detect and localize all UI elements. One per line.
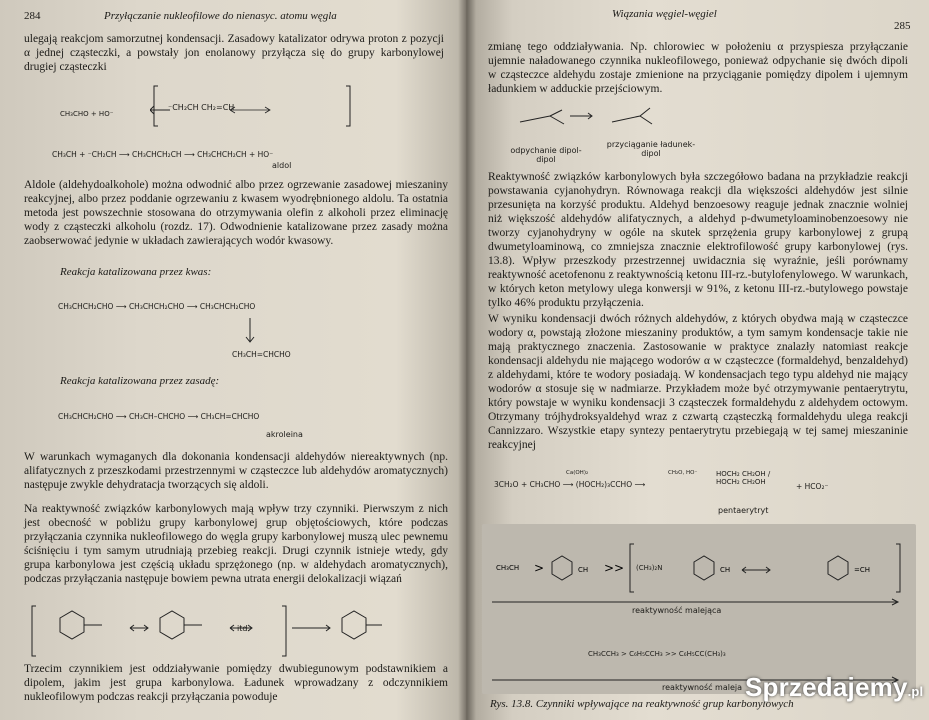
left-para-1: ulegają reakcjom samorzutnej kondensacji. Zasadowy katalizator odrywa proton z pozycji α jednej cząsteczki, a powstały jon enolanowy przyłącza się do grupy karbonylowej drugiej cząsteczki [24,33,444,73]
left-para-5: Trzecim czynnikiem jest oddziaływanie pomiędzy dwubiegunowym podstawnikiem a dipolem, jakim jest grupa karbonylowa. Ładunek wprowadzany z odczynnikiem nukleofilowym podczas reakcji przyłączania powoduje [24,663,448,703]
svg-text:CH₃CH: CH₃CH [496,564,520,572]
left-para-4: Na reaktywność związków karbonylowych mają wpływ trzy czynniki. Pierwszym z nich jest obecność w pobliżu grupy karbonylowej grup objętościowych, które podczas przyłączania czynnika nukleofilowego do węgla grupy karbonylowej muszą ulec pewnemu ściśnięciu i tym samym utrudniają przebieg reakcji. Drugi czynnik istnieje wtedy, gdy grupa karbonylowa jest częścią układu sprzężonego (np. w aldehydach aromatycznych), podczas przyłączania następuje bowiem pewna utrata energii delokalizacji wiązań [24,503,448,585]
left-para-2: Aldole (aldehydoalkohole) można odwodnić albo przez ogrzewanie zasadowej mieszaniny reakcyjnej, albo przez poddanie ogrzewaniu z kwasem wyodrębnionego aldolu. Ta ostatnia metoda jest powszechnie stosowana do otrzymywania olefin z alkoholi przez eliminację wody z cząsteczki alkoholu (rozdz. 17). Odwodnienie katalizowane przez zasady można zaobserwować jedynie w układach zawierających wodór kwasowy. [24,179,448,247]
svg-text:CH: CH [720,566,731,574]
penta-product: HOCH₂ CH₂OH / HOCH₂ CH₂OH [716,470,771,486]
fig-row2: CH₃CCH₃ > C₆H₅CCH₃ >> C₆H₅CC(CH₃)₃ [588,650,726,658]
left-running-head: Przyłączanie nukleofilowe do nienasyc. atomu węgla [104,10,337,22]
scheme2-label: aldol [272,161,292,170]
fig-arrow1-label: reaktywność malejąca [632,606,722,615]
watermark-text: Sprzedajemy [745,672,908,702]
watermark-suffix: .pl [907,684,924,699]
base-product-label: akroleina [266,430,303,439]
fig-arrow2-label: reaktywność maleja [662,683,743,692]
penta-extra: + HCO₂⁻ [796,482,829,491]
benzaldehyde-scheme [30,600,440,662]
acid-down-arrow [244,318,256,346]
svg-text:CH: CH [578,566,589,574]
svg-text:>>: >> [604,561,625,575]
benz-scheme-itd: itd. [237,624,250,633]
dipole-attract-label: przyciąganie ładunek-dipol [606,140,696,158]
fig-row1-text: (CH₃)₂N [636,564,663,572]
svg-text:=CH: =CH [854,566,871,574]
figure-caption: Rys. 13.8. Czynniki wpływające na reaktywność grup karbonylowych [490,698,794,710]
acid-product: CH₃CH=CHCHO [232,350,291,359]
left-page-number: 284 [24,10,41,22]
left-para-3: W warunkach wymaganych dla dokonania kondensacji aldehydów niereaktywnych (np. alifatycznych z przeszkodami przestrzennymi w cząsteczce lub aldehydów aromatycznych) następuje zwykle dehydratacja tworzących się aldoli. [24,451,448,491]
penta-scheme: 3CH₂O + CH₃CHO ⟶ (HOCH₂)₃CCHO ⟶ [494,480,646,489]
acid-scheme: CH₃CHCH₂CHO ⟶ CH₃CHCH₂CHO ⟶ CH₃CHCH₂CHO [58,302,256,311]
right-para-3: W wyniku kondensacji dwóch różnych aldehydów, z których obydwa mają w cząsteczce wodory α, powstają złożone mieszaniny produktów, a tym samym kondensacje takie nie mają praktycznego znaczenia. Zastosowanie w praktyce znalazły natomiast reakcje kondensacji aldehydu nie mającego wodorów α w cząsteczce (formaldehyd, benzaldehyd) z aldehydami, które te wodory posiadają. W kondensacjach tego typu aldehyd nie mający wodorów α stosuje się w nadmiarze. Przykładem może być otrzymywanie pentaerytrytu, który powstaje w wyniku kondensacji 3 cząsteczek formaldehydu z aldehydem octowym. Otrzymany trójhydroksyaldehyd wraz z czwartą cząsteczką formaldehydu ulega reakcji Cannizzaro. Wszystkie etapy syntezy pentaerytrytu przebiegają w tej samej mieszaninie reakcyjnej [488,313,908,451]
book-gutter [458,0,476,720]
right-running-head: Wiązania węgiel-węgiel [612,8,717,20]
scheme1-left: CH₃CHO + HO⁻ [60,110,114,118]
scheme2: CH₃CH + ⁻CH₂CH ⟶ CH₃CHCH₂CH ⟶ CH₃CHCH₂CH + HO⁻ [52,150,274,159]
base-heading: Reakcja katalizowana przez zasadę: [60,375,220,387]
svg-text:>: > [534,561,545,575]
penta-reagent2: CH₂O, HO⁻ [668,470,698,476]
dipole-scheme [500,100,700,140]
scheme1-enolate: ⁻CH₂CH CH₂=CH [168,103,235,112]
dipole-repel-label: odpychanie dipol-dipol [510,146,582,164]
base-scheme: CH₃CHCH₂CHO ⟶ CH₃CH–CHCHO ⟶ CH₃CH=CHCHO [58,412,260,421]
watermark-logo [745,672,923,703]
right-page-number: 285 [894,20,911,32]
acid-heading: Reakcja katalizowana przez kwas: [60,266,212,278]
right-page [466,0,929,720]
right-para-1: zmianę tego oddziaływania. Np. chlorowiec w położeniu α przyspiesza przyłączanie ujemnie naładowanego czynnika nukleofilowego, ponieważ odpychanie się dwóch dipoli w cząsteczce aldehydu zostaje zmienione na przyciąganie pomiędzy dipolem i ujemnym ładunkiem w adduckie przejściowym. [488,41,908,95]
penta-reagent1: Ca(OH)₂ [566,470,589,476]
penta-label: pentaerytryt [718,506,769,515]
right-para-2: Reaktywność związków karbonylowych była szczegółowo badana na przykładzie reakcji powstawania cyjanohydryn. Równowaga reakcji dla większości aldehydów jest silnie przesunięta na korzyść produktu. Aldehyd benzoesowy reaguje jednak znacznie wolniej niż większość aldehydów alifatycznych, a aldehyd p-dwumetyloaminobenzoesowy nie tworzy cyjanohydryny w ogóle na skutek sprzężenia grupy karbonylowej z grupą dwumetyloaminową, co zmniejsza znacznie elektrofilowość grupy karbonylowej (rys. 13.8). Wpływ przeszkody przestrzennej uwidacznia się wyraźnie, jeśli porównamy reaktywność acetofenonu z reaktywnością ketonu III-rz.-butylofenylowego. W warunkach, w których keton metylowy ulega konwersji w 91%, z ketonu III-rz.-butylowego powstaje tylko 46% produktu przyłączenia. [488,171,908,309]
